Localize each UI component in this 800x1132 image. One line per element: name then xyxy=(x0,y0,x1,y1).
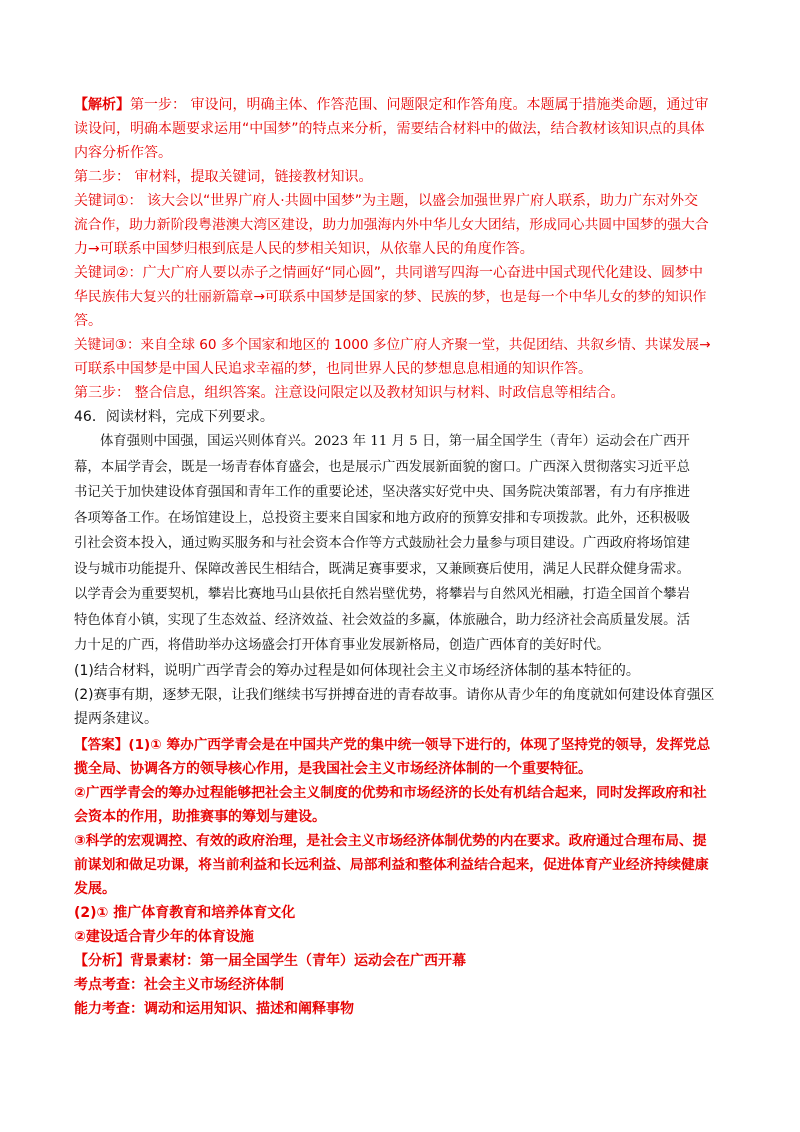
keyword1-line-1: 关键词①： 该大会以“世界广府人·共圆中国梦”为主题，以盛会加强世界广府人联系，助力广东对外交 xyxy=(74,193,698,209)
answer-3-line-2: 前谋划和做足功课，将当前利益和长远利益、局部利益和整体利益结合起来，促进体育产业经济持续健康 xyxy=(74,856,709,873)
answer-1-line-1: 【答案】(1)① 筹办广西学青会是在中国共产党的集中统一领导下进行的，体现了坚持党的领导，发挥党总 xyxy=(74,736,711,753)
analysis-step2: 第二步： 审材料，提取关键词，链接教材知识。 xyxy=(74,169,373,185)
analysis-step1-line-1: 【解析】第一步： 审设问，明确主体、作答范围、问题限定和作答角度。本题属于措施类命题，通过审 xyxy=(74,97,709,113)
question-part-1: (1)结合材料，说明广西学青会的筹办过程是如何体现社会主义市场经济体制的基本特征的。 xyxy=(74,662,640,679)
material-line-8: 特色体育小镇，实现了生态效益、经济效益、社会效益的多赢，体旅融合，助力经济社会高质量发展。活 xyxy=(74,612,690,628)
analysis-label: 【解析】 xyxy=(74,97,130,113)
keyword3-line-2: 可联系中国梦是中国人民追求幸福的梦，也同世界人民的梦想息息相通的知识作答。 xyxy=(74,361,592,377)
analysis-step3: 第三步： 整合信息，组织答案。注意设问限定以及教材知识与材料、时政信息等相结合。 xyxy=(74,385,625,401)
analysis-step1-line-2: 读设问，明确本题要求运用“中国梦”的特点来分析，需要结合材料中的做法，结合教材该知识点的具体 xyxy=(74,121,705,137)
keyword1-line-3: 力→可联系中国梦归根到底是人民的梦相关知识，从依靠人民的角度作答。 xyxy=(74,241,534,257)
material-line-1: 体育强则中国强，国运兴则体育兴。2023 年 11 月 5 日，第一届全国学生（青年）运动会在广西开 xyxy=(100,434,690,449)
answer-1-line-2: 揽全局、协调各方的领导核心作用，是我国社会主义市场经济体制的一个重要特征。 xyxy=(74,760,592,777)
material-line-9: 力十足的广西，将借助举办这场盛会打开体育事业发展新格局，创造广西体育的美好时代。 xyxy=(74,638,610,653)
answer-b1: (2)① 推广体育教育和培养体育文化 xyxy=(74,904,296,921)
material-line-6: 设与城市功能提升、保障改善民生相结合，既满足赛事要求，又兼顾赛后使用，满足人民群众健身需求。 xyxy=(74,561,690,577)
question-section xyxy=(74,405,714,731)
keyword2-line-1: 关键词②：广大广府人要以赤子之情画好“同心圆”，共同谱写四海一心奋进中国式现代化建设、圆梦中 xyxy=(74,265,704,281)
answer-3-line-3: 发展。 xyxy=(74,880,116,897)
answer-2-line-2: 会资本的作用，助推赛事的筹划与建设。 xyxy=(74,808,326,825)
answer-3-line-1: ③科学的宏观调控、有效的政府治理，是社会主义市场经济体制优势的内在要求。政府通过合理布局、提 xyxy=(74,832,707,849)
analysis-step1-line-3: 内容分析作答。 xyxy=(74,145,172,161)
keyword2-line-3: 答。 xyxy=(74,313,102,329)
answer-2-line-1: ②广西学青会的筹办过程能够把社会主义制度的优势和市场经济的长处有机结合起来，同时发挥政府和社 xyxy=(74,784,707,801)
question-part-2-line-2: 提两条建议。 xyxy=(74,710,158,727)
keyword1-line-2: 流合作，助力新阶段粤港澳大湾区建设，助力加强海内外中华儿女大团结，形成同心共圆中国梦的强大合 xyxy=(74,217,709,233)
analysis-section xyxy=(74,93,714,405)
question-heading: 46．阅读材料，完成下列要求。 xyxy=(74,409,274,425)
question-part-2-line-1: (2)赛事有期，逐梦无限，让我们继续书写拼搏奋进的青春故事。请你从青少年的角度就如何建设体育强区 xyxy=(74,686,714,703)
analysis2-label: 【分析】 xyxy=(74,952,130,969)
answer-section xyxy=(74,733,714,949)
answer-label: 【答案】 xyxy=(74,736,129,753)
analysis2-ability: 能力考查：调动和运用知识、描述和阐释事物 xyxy=(74,1000,354,1017)
answer-b2: ②建设适合青少年的体育设施 xyxy=(74,928,254,945)
material-line-2: 幕，本届学青会，既是一场青春体育盛会，也是展示广西发展新面貌的窗口。广西深入贯彻落实习近平总 xyxy=(74,459,690,475)
analysis2-background: 【分析】背景素材：第一届全国学生（青年）运动会在广西开幕 xyxy=(74,952,466,969)
material-line-7: 以学青会为重要契机，攀岩比赛地马山县依托自然岩壁优势，将攀岩与自然风光相融，打造全国首个攀岩 xyxy=(74,587,690,602)
analysis2-section xyxy=(74,949,714,1021)
material-line-3: 书记关于加快建设体育强国和青年工作的重要论述，坚决落实好党中央、国务院决策部署，有力有序推进 xyxy=(74,485,690,500)
question-material xyxy=(74,429,714,659)
analysis2-points: 考点考查：社会主义市场经济体制 xyxy=(74,976,284,993)
keyword2-line-2: 华民族伟大复兴的壮丽新篇章→可联系中国梦是国家的梦、民族的梦，也是每一个中华儿女的梦的知识作 xyxy=(74,289,707,305)
material-line-5: 引社会资本投入，通过购买服务和与社会资本合作等方式鼓励社会力量参与项目建设。广西政府将场馆建 xyxy=(74,536,690,551)
keyword3-line-1: 关键词③：来自全球 60 多个国家和地区的 1000 多位广府人齐聚一堂，共促团结、共叙乡情、共谋发展→ xyxy=(74,337,711,353)
material-line-4: 各项筹备工作。在场馆建设上，总投资主要来自国家和地方政府的预算安排和专项拨款。此外，还积极吸 xyxy=(74,510,690,526)
